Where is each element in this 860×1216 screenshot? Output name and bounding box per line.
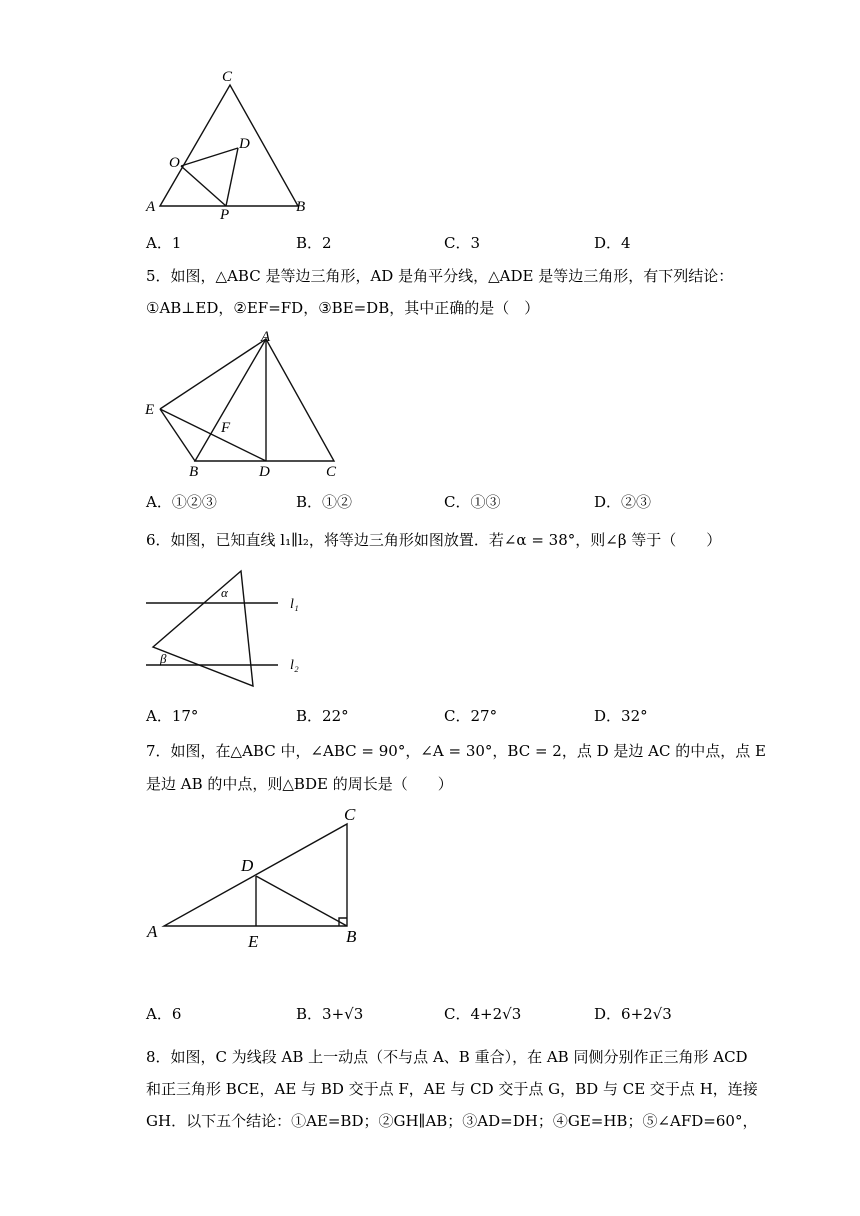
q5-figure	[140, 325, 360, 480]
q5-segment-eb	[160, 409, 195, 461]
q7-label-e: E	[248, 932, 259, 951]
q7-label-c: C	[344, 805, 356, 824]
q7-option-a[interactable]: A．6	[146, 1005, 182, 1023]
q4-option-b[interactable]: B．2	[296, 234, 332, 252]
q4-option-a[interactable]: A．1	[146, 234, 182, 252]
q5-label-c: C	[326, 464, 337, 480]
q7-option-c[interactable]: C．4+2√3	[444, 1005, 522, 1023]
q8-stem-line1: 8．如图，C 为线段 AB 上一动点（不与点 A、B 重合），在 AB 同侧分别作正三角形 ACD	[146, 1048, 748, 1066]
q4-label-c: C	[222, 69, 233, 85]
q4-label-o: O	[169, 155, 180, 171]
q5-segment-ae	[160, 339, 266, 409]
q5-stem-line1: 5．如图，△ABC 是等边三角形，AD 是角平分线，△ADE 是等边三角形，有下列结论：	[146, 267, 734, 285]
q6-label-alpha: α	[221, 585, 228, 600]
q4-label-a: A	[146, 199, 156, 215]
q5-label-d: D	[259, 464, 270, 480]
q5-option-b[interactable]: B．①②	[296, 493, 353, 511]
q5-option-c[interactable]: C．①③	[444, 493, 501, 511]
q6-option-a[interactable]: A．17°	[146, 707, 199, 725]
q7-label-d: D	[241, 856, 254, 875]
q5-segment-ed	[160, 409, 266, 461]
q4-segment-op	[181, 166, 226, 206]
q6-label-beta: β	[160, 651, 167, 666]
q7-segment-db	[256, 876, 347, 926]
q8-stem-line3: GH．以下五个结论：①AE=BD；②GH∥AB；③AD=DH；④GE=HB；⑤∠AFD=60°，	[146, 1112, 758, 1130]
q4-segment-od	[181, 148, 238, 166]
q4-segment-dp	[226, 148, 238, 206]
q4-option-c[interactable]: C．3	[444, 234, 481, 252]
q7-option-d[interactable]: D．6+2√3	[594, 1005, 672, 1023]
q5-label-b: B	[189, 464, 199, 480]
q7-option-b[interactable]: B．3+√3	[296, 1005, 364, 1023]
q4-label-b: B	[296, 199, 306, 215]
q7-figure	[140, 800, 380, 960]
q5-stem-line2: ①AB⊥ED，②EF=FD，③BE=DB，其中正确的是（ ）	[146, 299, 540, 317]
q7-label-a: A	[147, 922, 158, 941]
q6-option-d[interactable]: D．32°	[594, 707, 648, 725]
q4-label-p: P	[220, 207, 230, 220]
q4-label-d: D	[239, 136, 250, 152]
q4-option-d[interactable]: D．4	[594, 234, 631, 252]
q6-stem-line1: 6．如图，已知直线 l₁∥l₂，将等边三角形如图放置．若∠α = 38°，则∠β 等于（ ）	[146, 531, 722, 549]
q7-stem-line2: 是边 AB 的中点，则△BDE 的周长是（ ）	[146, 775, 453, 793]
q4-triangle-abc	[160, 85, 298, 206]
q7-stem-line1: 7．如图，在△ABC 中，∠ABC = 90°，∠A = 30°，BC = 2，点 D 是边 AC 的中点，点 E	[146, 742, 766, 760]
q5-option-a[interactable]: A．①②③	[146, 493, 217, 511]
q5-label-a: A	[261, 329, 271, 345]
q6-figure	[140, 565, 330, 695]
q7-label-b: B	[346, 927, 357, 946]
q4-figure	[140, 60, 330, 220]
q6-option-b[interactable]: B．22°	[296, 707, 349, 725]
q5-triangle-abc	[195, 339, 334, 461]
q6-label-l1: l₁	[290, 597, 299, 612]
q8-stem-line2: 和正三角形 BCE，AE 与 BD 交于点 F，AE 与 CD 交于点 G，BD 与 CE 交于点 H，连接	[146, 1080, 758, 1098]
q5-label-e: E	[145, 402, 155, 418]
q5-label-f: F	[221, 420, 231, 436]
q5-option-d[interactable]: D．②③	[594, 493, 652, 511]
q6-option-c[interactable]: C．27°	[444, 707, 498, 725]
q6-equilateral-triangle	[153, 571, 253, 686]
q6-label-l2: l₂	[290, 658, 299, 673]
